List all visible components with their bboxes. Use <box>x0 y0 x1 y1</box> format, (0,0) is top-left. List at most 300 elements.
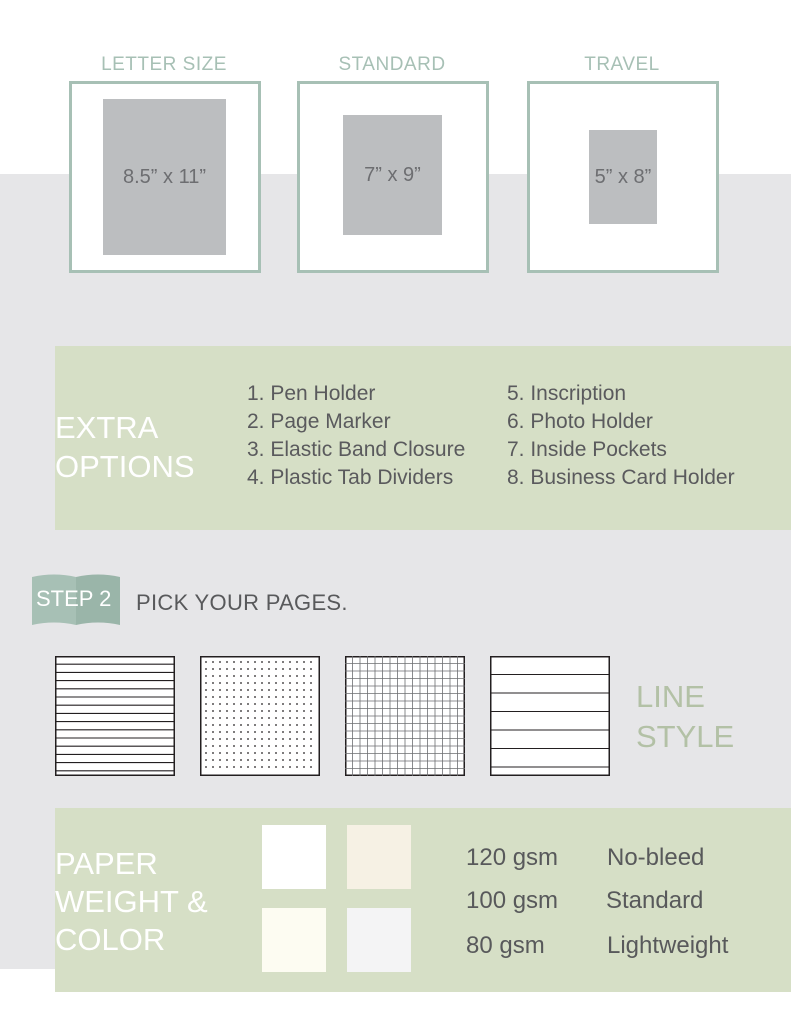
grid-dot <box>275 724 277 726</box>
grid-dot <box>254 717 256 719</box>
grid-dot <box>219 703 221 705</box>
grid-dot <box>261 731 263 733</box>
grid-dot <box>310 661 312 663</box>
grid-dot <box>205 675 207 677</box>
grid-dot <box>254 661 256 663</box>
grid-dot <box>303 724 305 726</box>
grid-dot <box>275 766 277 768</box>
grid-dot <box>261 759 263 761</box>
grid-dot <box>240 766 242 768</box>
grid-dot <box>254 738 256 740</box>
grid-dot <box>226 731 228 733</box>
grid-dot <box>296 675 298 677</box>
grid-dot <box>254 759 256 761</box>
grid-dot <box>275 682 277 684</box>
extra-options-title <box>55 408 195 486</box>
grid-dot <box>275 717 277 719</box>
grid-dot <box>240 731 242 733</box>
grid-dot <box>282 745 284 747</box>
grid-dot <box>205 710 207 712</box>
paper-title-line3: COLOR <box>55 922 166 957</box>
grid-dot <box>275 675 277 677</box>
grid-dot <box>233 668 235 670</box>
grid-dot <box>296 682 298 684</box>
grid-dot <box>296 731 298 733</box>
line-style-label-line2: STYLE <box>636 719 735 754</box>
grid-dot <box>296 745 298 747</box>
grid-dot <box>247 759 249 761</box>
extra-option-item[interactable]: 8. Business Card Holder <box>507 466 735 489</box>
grid-dot <box>282 675 284 677</box>
grid-dot <box>268 766 270 768</box>
weight-gsm: 120 gsm <box>466 844 559 871</box>
grid-dot <box>254 710 256 712</box>
grid-dot <box>289 675 291 677</box>
grid-dot <box>310 717 312 719</box>
grid-dot <box>226 710 228 712</box>
grid-dot <box>212 759 214 761</box>
grid-dot <box>275 668 277 670</box>
size-dims-standard: 7” x 9” <box>364 163 421 186</box>
grid-dot <box>219 661 221 663</box>
grid-dot <box>310 682 312 684</box>
grid-dot <box>282 689 284 691</box>
size-option-letter[interactable] <box>69 81 261 273</box>
grid-dot <box>296 661 298 663</box>
grid-dot <box>247 675 249 677</box>
grid-dot <box>254 731 256 733</box>
grid-dot <box>282 696 284 698</box>
paper-swatch-ivory[interactable] <box>262 908 326 972</box>
grid-dot <box>289 668 291 670</box>
grid-dot <box>240 696 242 698</box>
grid-dot <box>254 689 256 691</box>
grid-dot <box>219 682 221 684</box>
grid-dot <box>289 766 291 768</box>
grid-dot <box>226 661 228 663</box>
size-option-travel[interactable] <box>527 81 719 273</box>
grid-dot <box>233 745 235 747</box>
size-sheet-standard <box>343 115 442 235</box>
grid-dot <box>233 724 235 726</box>
grid-dot <box>261 745 263 747</box>
grid-dot <box>282 668 284 670</box>
grid-dot <box>247 696 249 698</box>
grid-dot <box>247 752 249 754</box>
grid-dot <box>303 710 305 712</box>
grid-dot <box>233 759 235 761</box>
grid-dot <box>261 661 263 663</box>
grid-dot <box>240 759 242 761</box>
grid-dot <box>310 724 312 726</box>
grid-dot <box>233 675 235 677</box>
paper-swatch-white[interactable] <box>262 825 326 889</box>
grid-dot <box>289 724 291 726</box>
grid-dot <box>289 703 291 705</box>
grid-dot <box>240 682 242 684</box>
grid-dot <box>282 738 284 740</box>
size-dims-letter: 8.5” x 11” <box>123 165 206 188</box>
weight-gsm: 80 gsm <box>466 932 545 959</box>
grid-dot <box>296 689 298 691</box>
grid-dot <box>226 752 228 754</box>
grid-dot <box>303 745 305 747</box>
grid-dot <box>261 738 263 740</box>
grid-dot <box>212 752 214 754</box>
grid-dot <box>212 675 214 677</box>
size-option-standard[interactable] <box>297 81 489 273</box>
grid-dot <box>268 682 270 684</box>
grid-dot <box>261 689 263 691</box>
grid-dot <box>240 668 242 670</box>
grid-dot <box>261 752 263 754</box>
grid-dot <box>205 745 207 747</box>
grid-dot <box>212 682 214 684</box>
grid-dot <box>275 661 277 663</box>
grid-dot <box>268 724 270 726</box>
grid-dot <box>268 710 270 712</box>
grid-dot <box>212 703 214 705</box>
grid-dot <box>303 717 305 719</box>
grid-dot <box>247 682 249 684</box>
extra-option-item[interactable]: 1. Pen Holder <box>247 382 376 405</box>
grid-dot <box>205 689 207 691</box>
extra-option-item[interactable]: 2. Page Marker <box>247 410 391 433</box>
grid-dot <box>254 766 256 768</box>
grid-dot <box>268 696 270 698</box>
grid-dot <box>219 689 221 691</box>
line-style-lined-wide[interactable] <box>490 656 610 776</box>
grid-dot <box>240 745 242 747</box>
grid-dot <box>282 661 284 663</box>
grid-dot <box>226 717 228 719</box>
grid-dot <box>247 717 249 719</box>
grid-dot <box>233 731 235 733</box>
grid-dot <box>247 745 249 747</box>
grid-dot <box>261 696 263 698</box>
grid-dot <box>205 682 207 684</box>
grid-dot <box>303 689 305 691</box>
grid-dot <box>226 724 228 726</box>
grid-dot <box>275 710 277 712</box>
grid-dot <box>268 703 270 705</box>
line-style-label-line1: LINE <box>636 679 705 714</box>
grid-dot <box>282 682 284 684</box>
paper-title-line2: WEIGHT & <box>55 884 208 919</box>
grid-dot <box>205 717 207 719</box>
grid-dot <box>226 668 228 670</box>
grid-dot <box>289 710 291 712</box>
grid-dot <box>219 738 221 740</box>
paper-title-line1: PAPER <box>55 846 158 881</box>
grid-dot <box>310 738 312 740</box>
grid-dot <box>296 710 298 712</box>
paper-panel <box>55 808 791 992</box>
grid-dot <box>261 668 263 670</box>
grid-dot <box>233 696 235 698</box>
grid-dot <box>240 724 242 726</box>
grid-dot <box>261 703 263 705</box>
line-style-lined-narrow[interactable] <box>55 656 175 776</box>
grid-dot <box>289 717 291 719</box>
grid-dot <box>310 752 312 754</box>
grid-dot <box>233 752 235 754</box>
extra-options-list-right <box>507 380 735 492</box>
grid-dot <box>268 717 270 719</box>
grid-dot <box>261 766 263 768</box>
grid-dot <box>268 661 270 663</box>
grid-dot <box>289 738 291 740</box>
grid-dot <box>261 710 263 712</box>
grid-dot <box>233 689 235 691</box>
grid-dot <box>254 675 256 677</box>
grid-dot <box>247 703 249 705</box>
grid-dot <box>296 696 298 698</box>
grid-dot <box>282 752 284 754</box>
grid-dot <box>268 759 270 761</box>
grid-dot <box>289 745 291 747</box>
line-style-graph[interactable] <box>345 656 465 776</box>
grid-dot <box>226 766 228 768</box>
grid-dot <box>310 675 312 677</box>
grid-dot <box>289 682 291 684</box>
grid-dot <box>296 752 298 754</box>
size-dims-travel: 5” x 8” <box>594 165 652 188</box>
grid-dot <box>219 752 221 754</box>
grid-dot <box>240 710 242 712</box>
grid-dot <box>303 738 305 740</box>
grid-dot <box>282 731 284 733</box>
grid-dot <box>289 689 291 691</box>
grid-dot <box>310 745 312 747</box>
grid-dot <box>275 696 277 698</box>
grid-dot <box>226 703 228 705</box>
grid-dot <box>296 766 298 768</box>
grid-dot <box>310 759 312 761</box>
grid-dot <box>296 668 298 670</box>
grid-dot <box>205 661 207 663</box>
page-border <box>201 657 320 776</box>
grid-dot <box>282 759 284 761</box>
grid-dot <box>261 717 263 719</box>
grid-dot <box>233 738 235 740</box>
grid-dot <box>296 724 298 726</box>
grid-dot <box>212 745 214 747</box>
grid-dot <box>310 689 312 691</box>
grid-dot <box>310 668 312 670</box>
grid-dot <box>205 759 207 761</box>
grid-dot <box>275 703 277 705</box>
grid-dot <box>303 696 305 698</box>
grid-dot <box>289 752 291 754</box>
grid-dot <box>275 731 277 733</box>
step-label: STEP 2 <box>36 586 112 611</box>
grid-dot <box>233 703 235 705</box>
paper-title <box>55 845 208 959</box>
extra-options-title-line1: EXTRA <box>55 410 159 445</box>
grid-dot <box>303 703 305 705</box>
grid-dot <box>261 675 263 677</box>
paper-swatch-light-gray[interactable] <box>347 908 411 972</box>
grid-dot <box>205 766 207 768</box>
grid-dot <box>303 682 305 684</box>
grid-dot <box>205 724 207 726</box>
grid-dot <box>205 738 207 740</box>
grid-dot <box>205 752 207 754</box>
grid-dot <box>240 689 242 691</box>
grid-dot <box>303 675 305 677</box>
grid-dot <box>212 668 214 670</box>
grid-dot <box>310 766 312 768</box>
grid-dot <box>254 703 256 705</box>
grid-dot <box>275 745 277 747</box>
grid-dot <box>219 675 221 677</box>
grid-dot <box>212 731 214 733</box>
grid-dot <box>254 724 256 726</box>
grid-dot <box>219 710 221 712</box>
grid-dot <box>219 717 221 719</box>
grid-dot <box>268 689 270 691</box>
weight-name: Standard <box>606 887 704 914</box>
grid-dot <box>233 661 235 663</box>
grid-dot <box>289 759 291 761</box>
grid-dot <box>282 703 284 705</box>
grid-dot <box>233 710 235 712</box>
grid-dot <box>219 731 221 733</box>
grid-dot <box>303 766 305 768</box>
grid-dot <box>226 759 228 761</box>
grid-dot <box>275 752 277 754</box>
grid-dot <box>289 661 291 663</box>
grid-dot <box>212 724 214 726</box>
grid-dot <box>296 717 298 719</box>
grid-dot <box>310 703 312 705</box>
step-caption: PICK YOUR PAGES. <box>136 590 348 615</box>
grid-dot <box>212 661 214 663</box>
grid-dot <box>226 682 228 684</box>
extra-options-title-line2: OPTIONS <box>55 449 195 484</box>
extra-option-item[interactable]: 5. Inscription <box>507 382 627 405</box>
grid-dot <box>296 759 298 761</box>
grid-dot <box>254 668 256 670</box>
grid-dot <box>212 710 214 712</box>
grid-dot <box>247 710 249 712</box>
grid-dot <box>233 766 235 768</box>
grid-dot <box>205 696 207 698</box>
grid-dot <box>205 668 207 670</box>
grid-dot <box>219 668 221 670</box>
extra-option-item[interactable]: 6. Photo Holder <box>507 410 653 433</box>
size-label-standard: STANDARD <box>338 54 446 75</box>
grid-dot <box>268 752 270 754</box>
weight-name: No-bleed <box>607 844 705 871</box>
grid-dot <box>233 717 235 719</box>
page-border <box>56 657 175 776</box>
grid-dot <box>219 759 221 761</box>
grid-dot <box>310 696 312 698</box>
grid-dot <box>240 675 242 677</box>
grid-dot <box>303 752 305 754</box>
line-style-dot-grid[interactable] <box>200 656 320 776</box>
grid-dot <box>303 731 305 733</box>
extra-option-item[interactable]: 7. Inside Pockets <box>507 438 667 461</box>
grid-dot <box>268 738 270 740</box>
grid-dot <box>254 752 256 754</box>
grid-dot <box>268 731 270 733</box>
grid-dot <box>254 682 256 684</box>
grid-dot <box>240 752 242 754</box>
grid-dot <box>240 738 242 740</box>
grid-dot <box>212 766 214 768</box>
grid-dot <box>303 661 305 663</box>
grid-dot <box>212 738 214 740</box>
grid-dot <box>205 731 207 733</box>
grid-dot <box>254 745 256 747</box>
grid-dot <box>282 717 284 719</box>
grid-dot <box>247 689 249 691</box>
grid-dot <box>212 689 214 691</box>
grid-dot <box>289 696 291 698</box>
grid-dot <box>219 696 221 698</box>
grid-dot <box>233 682 235 684</box>
grid-dot <box>212 717 214 719</box>
grid-dot <box>247 661 249 663</box>
grid-dot <box>261 682 263 684</box>
grid-dot <box>261 724 263 726</box>
grid-dot <box>254 696 256 698</box>
extra-option-item[interactable]: 4. Plastic Tab Dividers <box>247 466 454 489</box>
grid-dot <box>275 689 277 691</box>
grid-dot <box>247 668 249 670</box>
extra-option-item[interactable]: 3. Elastic Band Closure <box>247 438 466 461</box>
paper-swatch-cream[interactable] <box>347 825 411 889</box>
grid-dot <box>240 703 242 705</box>
grid-dot <box>310 710 312 712</box>
extra-options-list-left <box>247 380 465 492</box>
grid-dot <box>282 710 284 712</box>
size-label-travel: TRAVEL <box>584 54 660 75</box>
grid-dot <box>282 766 284 768</box>
grid-dot <box>240 661 242 663</box>
weight-gsm: 100 gsm <box>466 887 559 914</box>
grid-dot <box>226 738 228 740</box>
grid-dot <box>289 731 291 733</box>
grid-dot <box>296 703 298 705</box>
grid-dot <box>212 696 214 698</box>
grid-dot <box>310 731 312 733</box>
size-sheet-travel <box>589 130 657 224</box>
size-sheet-letter <box>103 99 226 255</box>
grid-dot <box>226 689 228 691</box>
grid-dot <box>226 745 228 747</box>
grid-dot <box>282 724 284 726</box>
grid-dot <box>219 724 221 726</box>
grid-dot <box>268 668 270 670</box>
weight-name: Lightweight <box>607 932 729 959</box>
extra-options-panel <box>55 346 791 530</box>
size-label-letter: LETTER SIZE <box>101 54 227 75</box>
grid-dot <box>275 738 277 740</box>
grid-dot <box>219 745 221 747</box>
grid-dot <box>296 738 298 740</box>
grid-dot <box>226 696 228 698</box>
line-style-label <box>636 677 734 757</box>
grid-dot <box>247 731 249 733</box>
grid-dot <box>247 738 249 740</box>
grid-dot <box>268 675 270 677</box>
grid-dot <box>240 717 242 719</box>
grid-dot <box>275 759 277 761</box>
